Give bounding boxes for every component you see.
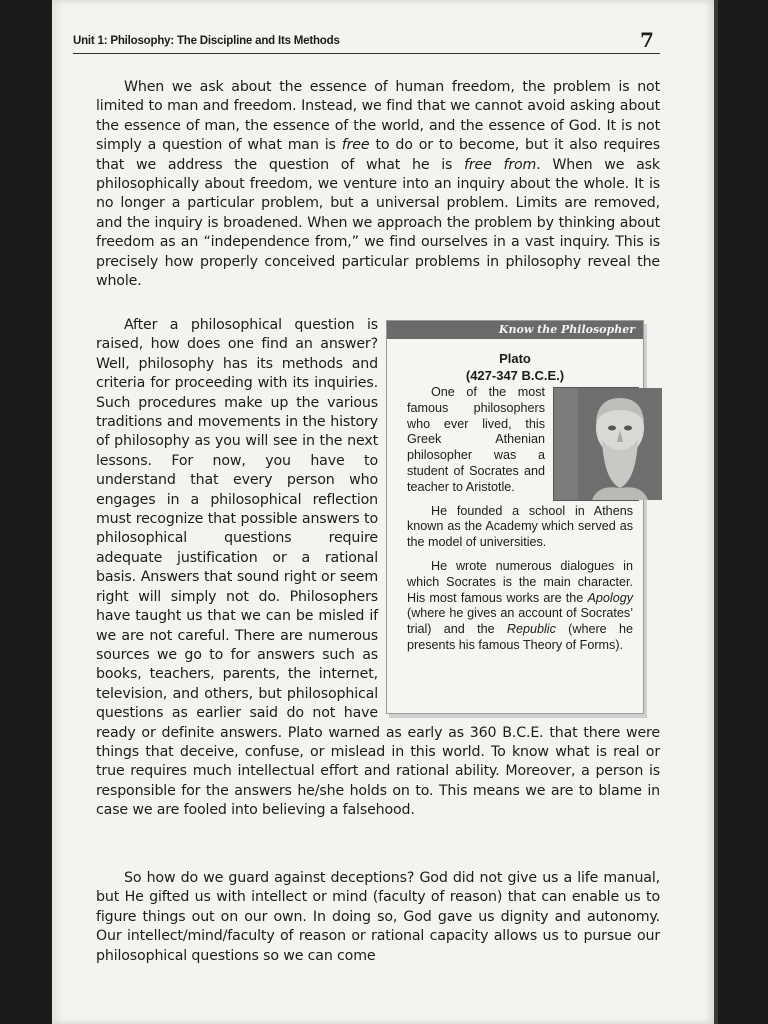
sidebar-header: Know the Philosopher [387,321,643,339]
philosopher-years: (427-347 B.C.E.) [465,368,565,383]
page-edge [714,0,718,1024]
plato-bust-icon [578,388,662,500]
paragraph-3: So how do we guard against deceptions? God did not give us a life manual, but He gifted us with intellect or mind (faculty of reason) that can enable us to figure things out on our own. In doing so, God gave us dignity and autonomy. Our intellect/mind/faculty of reason or rational capacity allows us to pursue our philosophical questions so we can come [96,870,660,964]
know-the-philosopher-box [386,320,644,714]
sidebar-academy: He founded a school in Athens known as the Academy which served as the model of universities. [407,503,633,550]
plato-portrait-icon [553,387,639,501]
running-head: Unit 1: Philosophy: The Discipline and Its Methods [73,35,340,47]
page-number: 7 [640,28,654,52]
sidebar-intro: One of the most famous philosophers who ever lived, this Greek Athenian philosopher was a student of Socrates and teacher to Aristotle. [407,385,633,496]
paragraph-2: After a philosophical question is raised, how does one find an answer? Well, philosophy has its methods and criteria for proceeding with its inquiries. Such procedures make up the various traditions and movements in the history of philosophy as you will see in the next lessons. For now, you have to understand that every person who engages in a philosophical reflection must recognize that possible answers to philosophical questions require adequate justification or a rational basis. Answers that sound right or seem right will simply not do. Philosophers have taught us that we can be misled if we are not careful. There are numerous sources we go to for answers such as books, teachers, parents, the internet, television, and others, but philosophical questions as earlier said do not have ready or definite answers. Plato warned as early as 360 B.C.E. that there were things that deceive, confuse, or mislead in this world. To know what is real or true requires much intellectual effort and rational ability. Moreover, a person is responsible for the answers he/she holds on to. This means we are to blame in case we are fooled into believing a falsehood. [96,317,660,819]
sidebar-works: He wrote numerous dialogues in which Socrates is the main character. His most famous works are the Apology (where he gives an account of Socrates’ trial) and the Republic (where he presents his famous Theory of Forms). [407,558,633,652]
philosopher-name: Plato [499,351,531,366]
paragraph-1: When we ask about the essence of human freedom, the problem is not limited to man and freedom. Instead, we find that we cannot avoid asking about the essence of man, the essence of the world, and the essence of God. It is not simply a question of what man is free to do or to become, but it also requires that we address the question of what he is free from. When we ask philosophically about freedom, we venture into an inquiry about the whole. It is no longer a particular problem, but a universal problem. Limits are removed, and the inquiry is broadened. When we approach the problem by thinking about freedom as an “independence from,” we find ourselves in a vast inquiry. This is precisely how properly conceived particular problems in philosophy reveal the whole. [96,79,660,290]
header-rule [73,53,660,54]
sidebar-body [387,385,643,654]
